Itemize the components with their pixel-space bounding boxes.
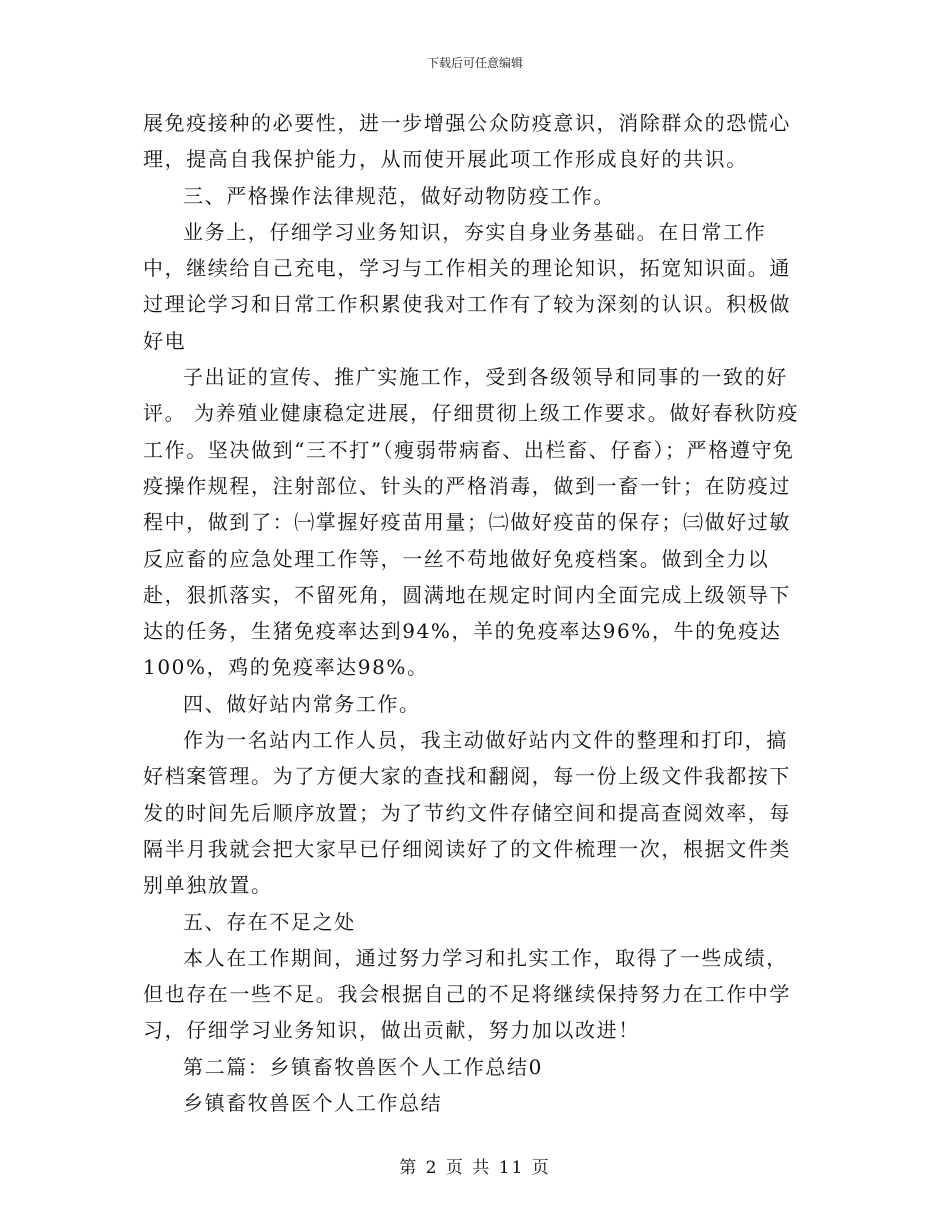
chapter-title: 乡镇畜牧兽医个人工作总结: [183, 1091, 443, 1116]
section-heading: 三、严格操作法律规范，做好动物防疫工作。: [183, 183, 615, 208]
paragraph: 展免疫接种的必要性，进一步增强公众防疫意识，消除群众的恐慌心理，提高自我保护能力，从而使开展此项工作形成良好的共识。: [143, 111, 791, 172]
paragraph: 本人在工作期间，通过努力学习和扎实工作，取得了一些成绩，但也存在一些不足。我会根据自己的不足将继续保持努力在工作中学习，仔细学习业务知识，做出贡献，努力加以改进！: [143, 945, 791, 1043]
section-heading: 五、存在不足之处: [183, 909, 356, 934]
page-header: 下载后可任意编辑: [426, 56, 523, 70]
paragraph: 作为一名站内工作人员，我主动做好站内文件的整理和打印，搞好档案管理。为了方便大家的查找和翻阅，每一份上级文件我都按下发的时间先后顺序放置；为了节约文件存储空间和提高查阅效率，每隔半月我就会把大家早已仔细阅读好了的文件梳理一次，根据文件类别单独放置。: [143, 728, 791, 898]
section-heading: 四、做好站内常务工作。: [183, 691, 421, 716]
document-body: [143, 105, 808, 1121]
page-number: 第 2 页 共 11 页: [399, 1158, 551, 1178]
chapter-heading: 第二篇：乡镇畜牧兽医个人工作总结0: [183, 1054, 543, 1079]
paragraph: 业务上，仔细学习业务知识，夯实自身业务基础。在日常工作中，继续给自己充电，学习与工作相关的理论知识，拓宽知识面。通过理论学习和日常工作积累使我对工作有了较为深刻的认识。积极做好电: [143, 219, 791, 353]
paragraph: 子出证的宣传、推广实施工作，受到各级领导和同事的一致的好评。 为养殖业健康稳定进展，仔细贯彻上级工作要求。做好春秋防疫工作。坚决做到“三不打”（瘦弱带病畜、出栏畜、仔畜）；严格遵守免疫操作规程，注射部位、针头的严格消毒，做到一畜一针；在防疫过程中，做到了：㈠掌握好疫苗用量；㈡做好疫苗的保存；㈢做好过敏反应畜的应急处理工作等，一丝不苟地做好免疫档案。做到全力以赴，狠抓落实，不留死角，圆满地在规定时间内全面完成上级领导下达的任务，生猪免疫率达到94%，羊的免疫率达96%，牛的免疫达100%，鸡的免疫率达98%。: [143, 365, 799, 680]
